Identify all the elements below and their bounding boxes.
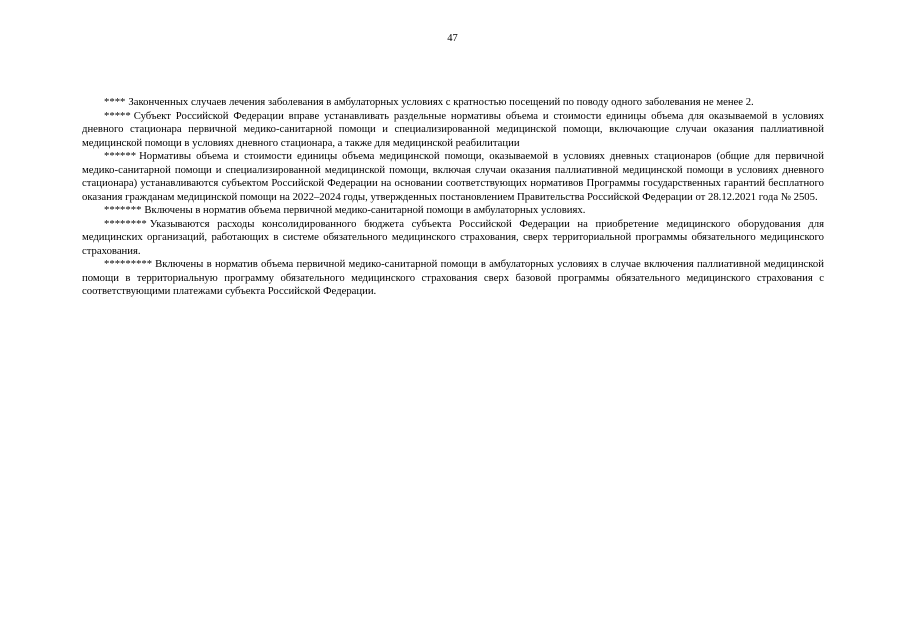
footnote-6: [82, 150, 824, 204]
footnote-4: [82, 96, 824, 110]
footnote-marker: ****: [104, 96, 126, 108]
footnote-text: Включены в норматив объема первичной медико-санитарной помощи в амбулаторных условиях.: [144, 204, 586, 216]
footnote-marker: ******: [104, 150, 137, 162]
footnote-text: Нормативы объема и стоимости единицы объема медицинской помощи, оказываемой в условиях дневных стационаров (общие для первичной медико-санитарной помощи и специализированной медицинской помощи, включая случаи оказания паллиативной медицинской помощи в условиях дневного стационара) устанавливаются субъектом Российской Федерации на основании соответствующих нормативов Программы государственных гарантий бесплатного оказания гражданам медицинской помощи на 2022–2024 годы, утвержденных постановлением Правительства Российской Федерации от 28.12.2021 года № 2505.: [82, 150, 824, 203]
footnote-text: Включены в норматив объема первичной медико-санитарной помощи в амбулаторных условиях в случае включения паллиативной медицинской помощи в территориальную программу обязательного медицинского страхования сверх базовой программы обязательного медицинского страхования с соответствующими платежами субъекта Российской Федерации.: [82, 258, 824, 297]
footnote-marker: ********: [104, 217, 147, 230]
footnote-text: Указываются расходы консолидированного бюджета субъекта Российской Федерации на приобретение медицинского оборудования для медицинских организаций, работающих в системе обязательного медицинского страхования, сверх территориальной программы обязательного медицинского страхования.: [82, 217, 824, 257]
footnote-marker: *****: [104, 109, 131, 122]
footnote-5: [82, 110, 824, 151]
footnote-8: [82, 218, 824, 259]
footnote-marker: *********: [104, 258, 153, 270]
footnote-9: [82, 258, 824, 299]
footnote-marker: *******: [104, 204, 142, 216]
footnotes-section: [82, 96, 824, 299]
footnote-text: Законченных случаев лечения заболевания в амбулаторных условиях с кратностью посещений по поводу одного заболевания не менее 2.: [128, 96, 754, 108]
footnote-text: Субъект Российской Федерации вправе устанавливать раздельные нормативы объема и стоимости единицы объема для оказываемой в условиях дневного стационара первичной медико-санитарной помощи и специализированной медицинской помощи, включающие случаи оказания паллиативной медицинской помощи в условиях дневного стационара, а также для медицинской реабилитации: [82, 109, 824, 149]
footnote-7: [82, 204, 824, 218]
page-number: 47: [447, 33, 458, 44]
